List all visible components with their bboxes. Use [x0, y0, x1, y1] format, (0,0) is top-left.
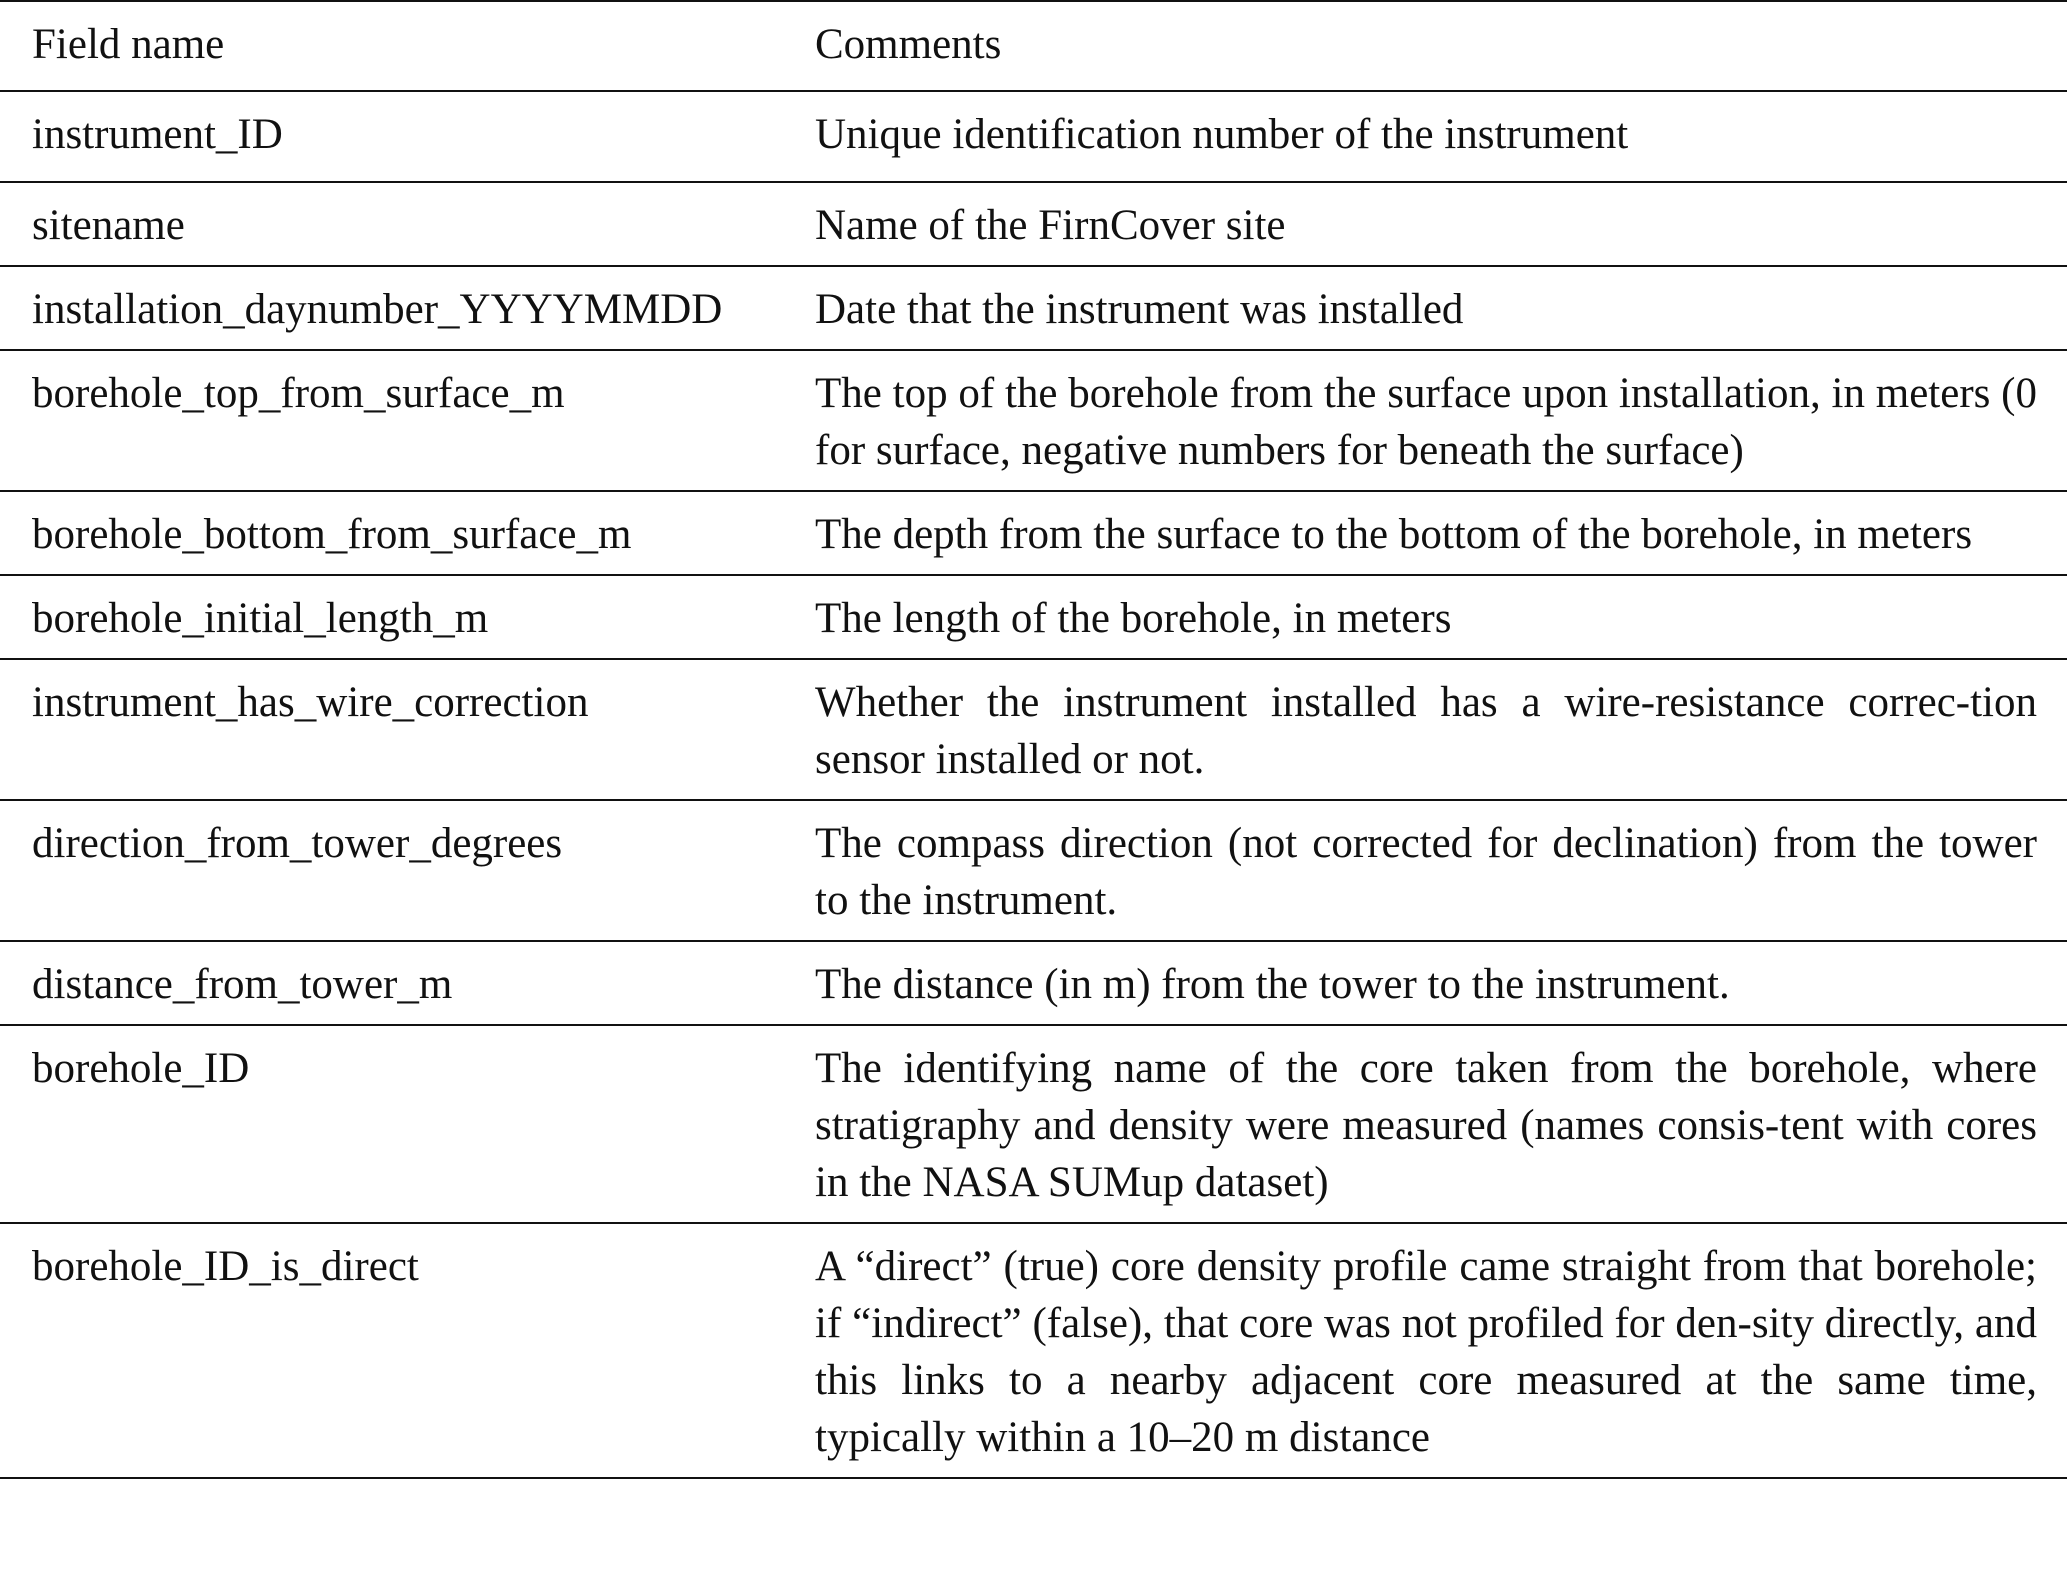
comment-cell: Whether the instrument installed has a wire-resistance correc-tion sensor installed or not.	[815, 679, 2037, 783]
table-row	[0, 267, 2067, 351]
comment-cell: Date that the instrument was installed	[815, 286, 1464, 333]
table-header-row	[0, 2, 2067, 92]
header-field-name: Field name	[32, 21, 225, 68]
field-name-cell: installation_daynumber_YYYYMMDD	[32, 286, 723, 333]
header-comments: Comments	[815, 21, 1002, 68]
table-row	[0, 942, 2067, 1026]
table-row	[0, 183, 2067, 267]
field-name-cell: instrument_has_wire_correction	[32, 679, 589, 726]
field-name-cell: distance_from_tower_m	[32, 961, 453, 1008]
field-name-cell: direction_from_tower_degrees	[32, 820, 563, 867]
comment-cell: The length of the borehole, in meters	[815, 595, 1452, 642]
comment-cell: A “direct” (true) core density profile came straight from that borehole; if “indirect” (false), that core was not profiled for den-sity directly, and this links to a nearby adjacent core measured at the same time, typically within a 10–20 m distance	[815, 1243, 2037, 1461]
comment-cell: The distance (in m) from the tower to the instrument.	[815, 961, 1730, 1008]
field-name-cell: sitename	[32, 202, 185, 249]
comment-cell: The depth from the surface to the bottom of the borehole, in meters	[815, 511, 1973, 558]
table-row	[0, 1224, 2067, 1479]
table-row	[0, 660, 2067, 801]
table-row	[0, 92, 2067, 183]
table-body	[0, 92, 2067, 1479]
table-row	[0, 576, 2067, 660]
comment-cell: The identifying name of the core taken from the borehole, where stratigraphy and density were measured (names consis-tent with cores in the NASA SUMup dataset)	[815, 1045, 2037, 1206]
field-name-cell: borehole_ID_is_direct	[32, 1243, 419, 1290]
table-row	[0, 1026, 2067, 1224]
table-row	[0, 492, 2067, 576]
field-name-cell: borehole_initial_length_m	[32, 595, 489, 642]
comment-cell: Name of the FirnCover site	[815, 202, 1286, 249]
comment-cell: The top of the borehole from the surface upon installation, in meters (0 for surface, negative numbers for beneath the surface)	[815, 370, 2037, 474]
field-name-cell: borehole_bottom_from_surface_m	[32, 511, 632, 558]
comment-cell: The compass direction (not corrected for declination) from the tower to the instrument.	[815, 820, 2037, 924]
table-row	[0, 801, 2067, 942]
field-name-cell: instrument_ID	[32, 111, 283, 158]
field-name-cell: borehole_top_from_surface_m	[32, 370, 565, 417]
field-name-cell: borehole_ID	[32, 1045, 250, 1092]
table-row	[0, 351, 2067, 492]
comment-cell: Unique identification number of the instrument	[815, 111, 1629, 158]
